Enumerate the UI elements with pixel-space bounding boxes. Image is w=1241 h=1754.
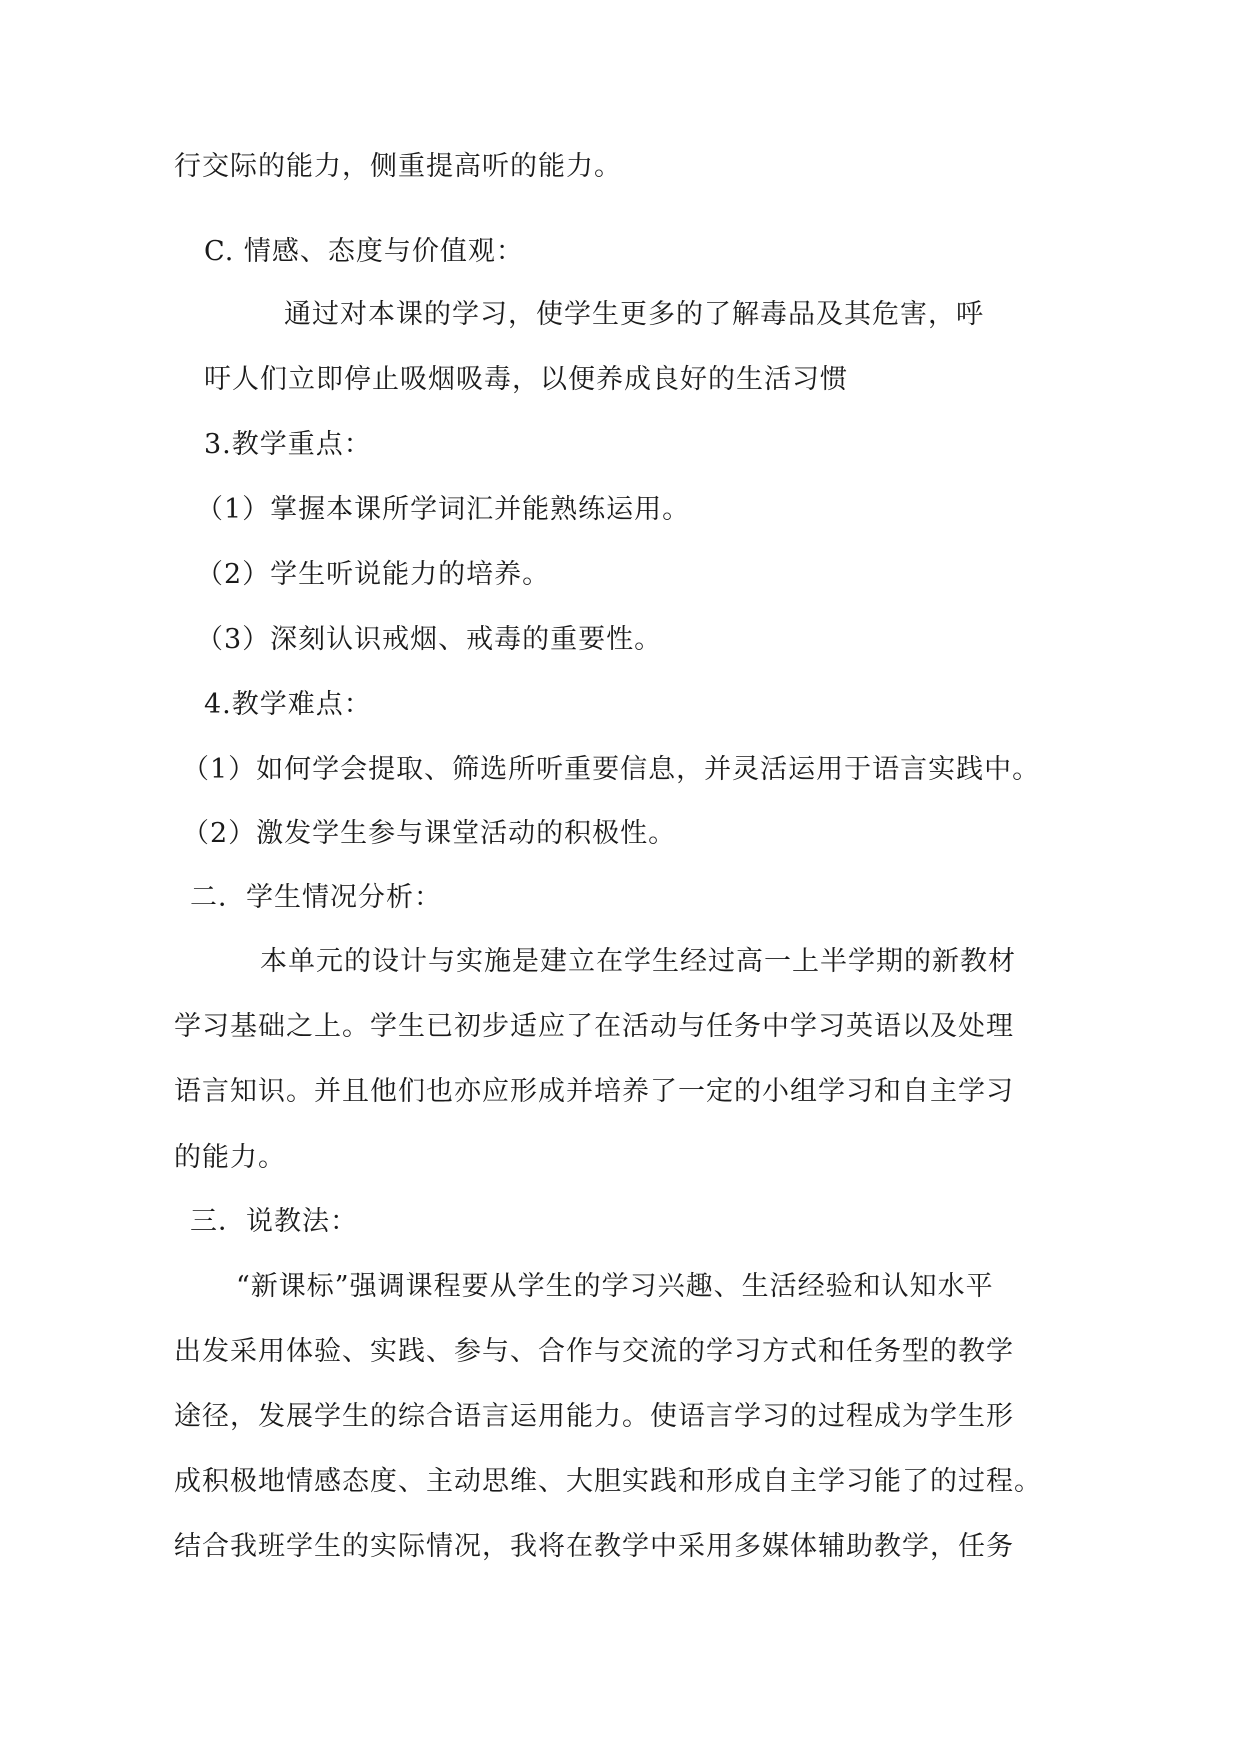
paragraph-line: 本单元的设计与实施是建立在学生经过高一上半学期的新教材 xyxy=(260,946,1016,977)
list-item: （3）深刻认识戒烟、戒毒的重要性。 xyxy=(196,624,663,655)
section-heading-4: 4.教学难点： xyxy=(204,689,372,720)
list-item: （1）掌握本课所学词汇并能熟练运用。 xyxy=(196,494,691,525)
section-heading-3: 3.教学重点： xyxy=(204,429,372,460)
section-heading-3-method: 三．说教法： xyxy=(190,1206,358,1237)
paragraph-line: 出发采用体验、实践、参与、合作与交流的学习方式和任务型的教学 xyxy=(174,1336,1014,1367)
section-heading-c: C. 情感、态度与价值观： xyxy=(204,236,524,267)
paragraph-line: 成积极地情感态度、主动思维、大胆实践和形成自主学习能了的过程。 xyxy=(174,1466,1042,1497)
paragraph-line: 的能力。 xyxy=(174,1142,286,1173)
list-item: （2）激发学生参与课堂活动的积极性。 xyxy=(182,818,677,849)
paragraph-line: 吁人们立即停止吸烟吸毒，以便养成良好的生活习惯 xyxy=(204,364,848,395)
paragraph-line: 结合我班学生的实际情况，我将在教学中采用多媒体辅助教学，任务 xyxy=(174,1531,1014,1562)
list-item: （2）学生听说能力的培养。 xyxy=(196,559,551,590)
paragraph-line: 行交际的能力，侧重提高听的能力。 xyxy=(174,151,622,182)
paragraph-line: 学习基础之上。学生已初步适应了在活动与任务中学习英语以及处理 xyxy=(174,1011,1014,1042)
paragraph-line: “新课标”强调课程要从学生的学习兴趣、生活经验和认知水平 xyxy=(236,1271,994,1302)
paragraph-line: 语言知识。并且他们也亦应形成并培养了一定的小组学习和自主学习 xyxy=(174,1076,1014,1107)
paragraph-line: 途径，发展学生的综合语言运用能力。使语言学习的过程成为学生形 xyxy=(174,1401,1014,1432)
section-heading-2: 二．学生情况分析： xyxy=(190,882,442,913)
paragraph-line: 通过对本课的学习，使学生更多的了解毒品及其危害，呼 xyxy=(284,299,984,330)
list-item: （1）如何学会提取、筛选所听重要信息，并灵活运用于语言实践中。 xyxy=(182,754,1041,785)
